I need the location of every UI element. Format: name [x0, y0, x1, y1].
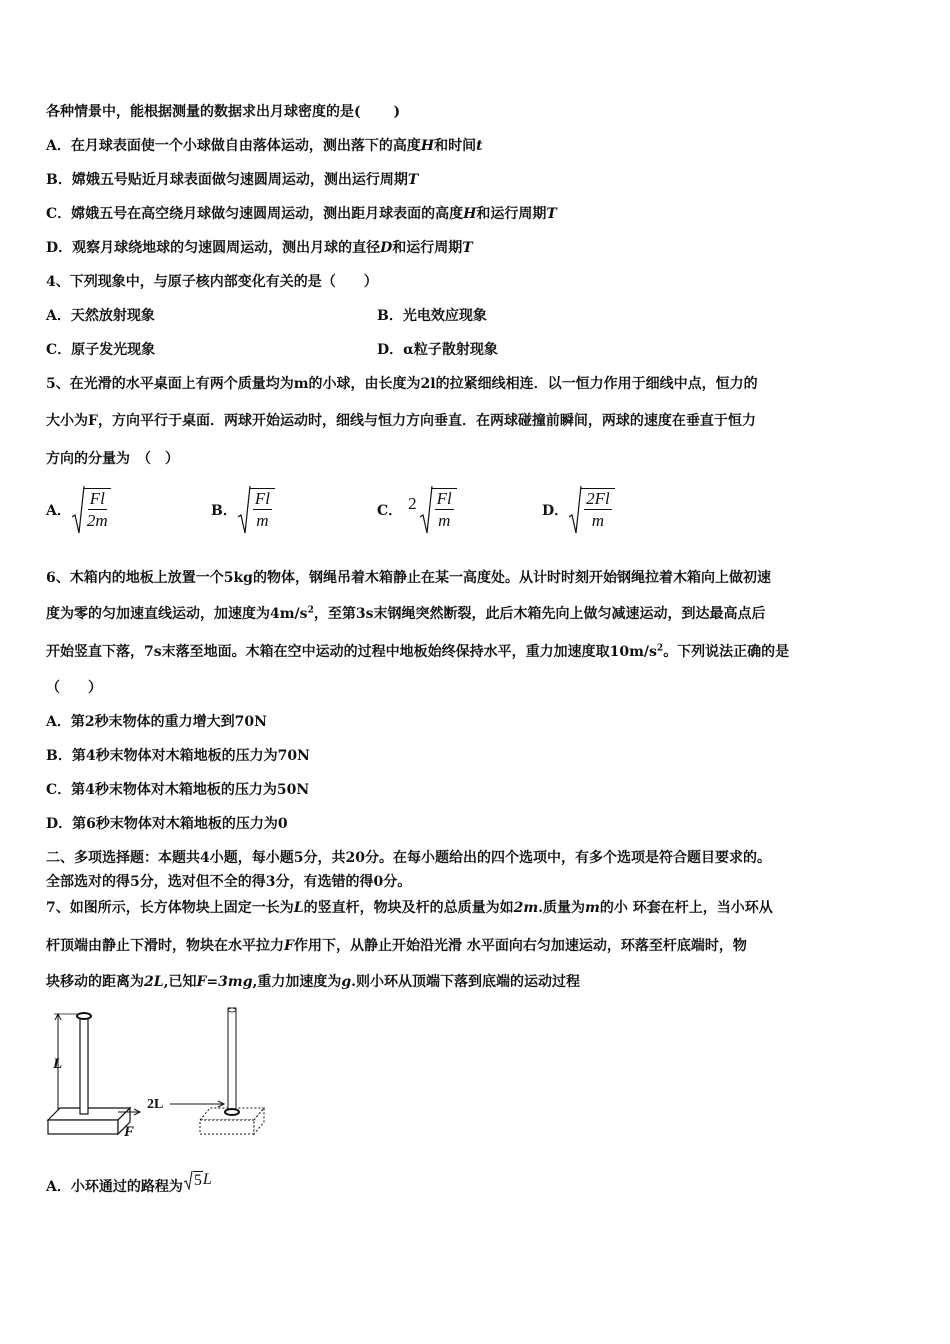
- option-label: B．: [211, 503, 237, 519]
- text-segment: ,已知: [163, 974, 197, 990]
- q6-option-c: C．第4秒末物体对木箱地板的压力为50N: [46, 782, 310, 798]
- q5-option-a: [46, 482, 111, 538]
- q5-line-1: 5、在光滑的水平桌面上有两个质量均为m的小球，由长度为2l的拉紧细线相连．以一恒力作用于细线中点，恒力的: [46, 376, 758, 392]
- var-f: F: [284, 938, 294, 954]
- q4-option-a: [46, 306, 155, 326]
- label-2l: 2L: [147, 1097, 164, 1112]
- var-l: L: [202, 1171, 212, 1188]
- text-segment: ,重力加速度为: [252, 974, 342, 990]
- superscript: 2: [307, 605, 314, 616]
- option-text-mid: 和运行周期: [392, 240, 463, 256]
- q6-option-a: A．第2秒末物体的重力增大到70N: [46, 714, 267, 730]
- sqrt-icon: [183, 1170, 193, 1190]
- text-segment: 的小 环套在杆上，当小环从: [599, 900, 773, 916]
- q6-line-4: （ ）: [46, 680, 102, 696]
- var-l: L: [293, 900, 304, 916]
- var-h: H: [463, 206, 477, 222]
- q6-line-2: [46, 604, 765, 624]
- q6-option-d: D．第6秒末物体对木箱地板的压力为0: [46, 816, 288, 832]
- fraction: [581, 488, 615, 532]
- option-label: D．: [377, 342, 404, 358]
- denominator: m: [438, 511, 451, 530]
- text-segment: .质量为: [538, 900, 586, 916]
- sqrt-icon: [568, 485, 582, 535]
- q5-line-2: 大小为F，方向平行于桌面．两球开始运动时，细线与恒力方向垂直．在两球碰撞前瞬间，两球的速度在垂直于恒力: [46, 413, 756, 429]
- radical-expression: [71, 485, 111, 535]
- section-2-heading: 二、多项选择题：本题共4小题，每小题5分，共20分。在每小题给出的四个选项中，有多个选项是符合题目要求的。: [46, 850, 771, 866]
- q5-option-d: [542, 482, 615, 538]
- q3-option-c: [46, 204, 557, 224]
- var-force-eq: F=3mg: [196, 974, 253, 990]
- q5-line-3: 方向的分量为 （ ）: [46, 451, 179, 467]
- option-label: D．: [46, 240, 73, 256]
- q3-option-b: [46, 170, 418, 190]
- var-2m: 2m: [513, 900, 539, 916]
- option-text-mid: 和运行周期: [476, 206, 547, 222]
- q4-stem: 4、下列现象中，与原子核内部变化有关的是（ ）: [46, 274, 378, 290]
- text-segment: 作用下，从静止开始沿光滑 水平面向右匀加速运动，环落至杆底端时，物: [293, 938, 747, 954]
- radical-expression: [568, 485, 615, 535]
- text-segment: 。下列说法正确的是: [663, 644, 790, 660]
- var-m: m: [585, 900, 600, 916]
- option-text: 嫦娥五号在高空绕月球做匀速圆周运动，测出距月球表面的高度: [71, 206, 464, 222]
- var-t: T: [546, 206, 557, 222]
- option-text: 小环通过的路程为: [70, 1179, 183, 1195]
- option-label: A．: [46, 308, 71, 324]
- q5-option-c: [377, 482, 457, 538]
- radical-expression: [237, 485, 275, 535]
- option-label: C．: [377, 503, 403, 519]
- text-segment: 杆顶端由静止下滑时，物块在水平拉力: [46, 938, 284, 954]
- left-block: [48, 1108, 130, 1134]
- numerator: Fl: [436, 489, 452, 508]
- coefficient: 2: [408, 494, 417, 513]
- section-2-note: 全部选对的得5分，选对但不全的得3分，有选错的得0分。: [46, 874, 412, 890]
- numerator: 2Fl: [586, 489, 610, 508]
- label-f: F: [124, 1124, 135, 1140]
- var-h: H: [420, 138, 435, 154]
- q6-line-1: 6、木箱内的地板上放置一个5kg的物体，钢绳吊着木箱静止在某一高度处。从计时时刻开始钢绳拉着木箱向上做初速: [46, 570, 771, 586]
- text-segment: 7、如图所示，长方体物块上固定一长为: [46, 900, 294, 916]
- text-segment: .则小环从顶端下落到底端的运动过程: [351, 974, 581, 990]
- text-segment: 度为零的匀加速直线运动，加速度为4m/s: [46, 606, 308, 622]
- q5-option-b: [211, 482, 275, 538]
- option-label: B．: [46, 172, 72, 188]
- sqrt-icon: [71, 485, 85, 535]
- option-text: 在月球表面使一个小球做自由落体运动，测出落下的高度: [70, 138, 421, 154]
- sqrt-icon: [237, 485, 251, 535]
- q7-line-3: [46, 972, 580, 992]
- option-text: 观察月球绕地球的匀速圆周运动，测出月球的直径: [72, 240, 381, 256]
- q3-option-d: [46, 238, 473, 258]
- q3-stem: 各种情景中，能根据测量的数据求出月球密度的是( ): [46, 104, 401, 120]
- displacement-arrow: [170, 1101, 224, 1107]
- option-text: α粒子散射现象: [403, 342, 498, 358]
- text-segment: 块移动的距离为: [46, 974, 144, 990]
- option-label: C．: [46, 342, 72, 358]
- option-label: D．: [542, 503, 569, 519]
- q4-option-c: [46, 340, 155, 360]
- var-d: D: [380, 240, 393, 256]
- var-t: t: [476, 138, 483, 154]
- radical-expression: [402, 485, 457, 535]
- q7-line-1: [46, 898, 773, 918]
- q3-option-a: [46, 136, 483, 156]
- q6-line-3: [46, 642, 789, 662]
- option-text: 天然放射现象: [70, 308, 155, 324]
- sqrt-icon: [419, 485, 433, 535]
- denominator: m: [591, 511, 605, 530]
- text-segment: 开始竖直下落，7s末落至地面。木箱在空中运动的过程中地板始终保持水平，重力加速度取10m/s: [46, 644, 657, 660]
- fraction: [432, 488, 457, 532]
- q4-option-d: [377, 340, 498, 360]
- option-label: A．: [46, 138, 71, 154]
- superscript: 2: [656, 643, 664, 654]
- q7-figure: [44, 1004, 274, 1144]
- text-segment: ，至第3s末钢绳突然断裂，此后木箱先向上做匀减速运动，到达最高点后: [313, 606, 766, 622]
- q6-option-b: B．第4秒末物体对木箱地板的压力为70N: [46, 748, 310, 764]
- label-l: L: [53, 1056, 63, 1072]
- var-t: T: [462, 240, 473, 256]
- radicand: 5: [193, 1171, 202, 1189]
- q7-option-a: [46, 1170, 212, 1204]
- numerator: Fl: [89, 489, 105, 508]
- option-label: B．: [377, 308, 403, 324]
- denominator: 2m: [86, 511, 108, 530]
- option-text: 光电效应现象: [402, 308, 487, 324]
- text-segment: 的竖直杆，物块及杆的总质量为如: [303, 900, 514, 916]
- denominator: m: [256, 511, 269, 530]
- left-rod: [77, 1013, 91, 1114]
- radical-expression: [183, 1170, 212, 1190]
- option-text: 原子发光现象: [71, 342, 156, 358]
- numerator: Fl: [254, 489, 270, 508]
- option-label: C．: [46, 206, 72, 222]
- q4-option-b: [377, 306, 487, 326]
- q7-line-2: [46, 936, 747, 956]
- var-2l: 2L: [144, 974, 164, 990]
- fraction: [250, 488, 275, 532]
- right-rod: [225, 1008, 239, 1115]
- fraction: [84, 488, 111, 532]
- var-g: g: [341, 974, 352, 990]
- var-t: T: [407, 172, 419, 188]
- option-text-mid: 和时间: [434, 138, 477, 154]
- option-label: A．: [46, 503, 71, 519]
- option-label: A．: [46, 1179, 71, 1195]
- option-text: 嫦娥五号贴近月球表面做匀速圆周运动，测出运行周期: [71, 172, 408, 188]
